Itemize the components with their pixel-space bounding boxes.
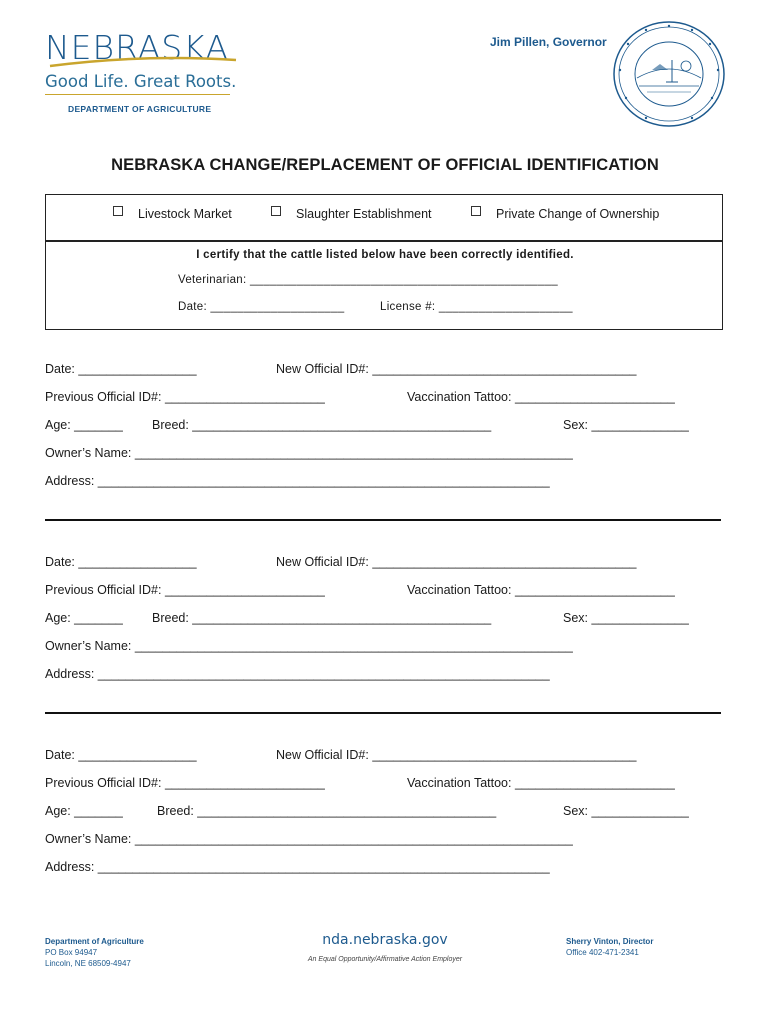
- slaughter-establishment-checkbox[interactable]: [271, 206, 281, 216]
- record-1-date-field[interactable]: Date: _________________: [45, 362, 197, 376]
- record-1-tattoo-field[interactable]: Vaccination Tattoo: _______________________: [407, 390, 675, 404]
- veterinarian-field[interactable]: Veterinarian: ______________________________________________: [178, 274, 558, 286]
- form-title: NEBRASKA CHANGE/REPLACEMENT OF OFFICIAL IDENTIFICATION: [111, 156, 659, 174]
- record-1-address-field[interactable]: Address: _________________________________________________________________: [45, 474, 550, 488]
- footer-city: Lincoln, NE 68509-4947: [45, 959, 131, 968]
- record-separator: [45, 712, 721, 714]
- record-1-breed-field[interactable]: Breed: ___________________________________________: [152, 418, 492, 432]
- certification-divider: [45, 240, 723, 242]
- record-3-age-field[interactable]: Age: _______: [45, 804, 123, 818]
- record-3-date-field[interactable]: Date: _________________: [45, 748, 197, 762]
- footer-po-box: PO Box 94947: [45, 948, 98, 957]
- livestock-market-checkbox[interactable]: [113, 206, 123, 216]
- private-change-ownership-checkbox[interactable]: [471, 206, 481, 216]
- slaughter-establishment-label: Slaughter Establishment: [296, 207, 432, 221]
- record-2-address-field[interactable]: Address: _________________________________________________________________: [45, 667, 550, 681]
- record-1-owner-field[interactable]: Owner’s Name: _______________________________________________________________: [45, 446, 573, 460]
- logo-divider: [45, 94, 230, 95]
- state-seal-icon: [612, 20, 726, 128]
- record-separator: [45, 519, 721, 521]
- footer-website-link[interactable]: nda.nebraska.gov: [322, 932, 448, 948]
- footer-equal-opportunity: An Equal Opportunity/Affirmative Action Employer: [307, 956, 463, 963]
- record-3-previous-id-field[interactable]: Previous Official ID#: _______________________: [45, 776, 325, 790]
- footer-center-block: [0, 932, 770, 963]
- record-2-new-id-field[interactable]: New Official ID#: ______________________________________: [276, 555, 637, 569]
- governor-name: Jim Pillen, Governor: [490, 35, 607, 49]
- record-1-previous-id-field[interactable]: Previous Official ID#: _______________________: [45, 390, 325, 404]
- footer-director-block: [566, 936, 653, 958]
- nebraska-logo-wordmark: NEBRASKA: [45, 28, 229, 67]
- record-1-age-field[interactable]: Age: _______: [45, 418, 123, 432]
- record-2-tattoo-field[interactable]: Vaccination Tattoo: _______________________: [407, 583, 675, 597]
- footer-office-phone: Office 402-471-2341: [566, 948, 639, 957]
- record-2-date-field[interactable]: Date: _________________: [45, 555, 197, 569]
- footer-director: Sherry Vinton, Director: [566, 937, 654, 946]
- record-2-sex-field[interactable]: Sex: ______________: [563, 611, 689, 625]
- footer-dept-heading: Department of Agriculture: [45, 937, 144, 946]
- record-3-new-id-field[interactable]: New Official ID#: ______________________________________: [276, 748, 637, 762]
- record-2-breed-field[interactable]: Breed: ___________________________________________: [152, 611, 492, 625]
- logo-tagline: Good Life. Great Roots.: [45, 72, 237, 91]
- record-3-owner-field[interactable]: Owner’s Name: _______________________________________________________________: [45, 832, 573, 846]
- certification-statement: I certify that the cattle listed below have been correctly identified.: [196, 249, 574, 261]
- livestock-market-label: Livestock Market: [138, 207, 232, 221]
- record-3-address-field[interactable]: Address: _________________________________________________________________: [45, 860, 550, 874]
- record-2-owner-field[interactable]: Owner’s Name: _______________________________________________________________: [45, 639, 573, 653]
- private-change-ownership-label: Private Change of Ownership: [496, 207, 660, 221]
- record-2-previous-id-field[interactable]: Previous Official ID#: _______________________: [45, 583, 325, 597]
- record-3-sex-field[interactable]: Sex: ______________: [563, 804, 689, 818]
- certification-date-field[interactable]: Date: ____________________: [178, 301, 345, 313]
- record-2-age-field[interactable]: Age: _______: [45, 611, 123, 625]
- record-1-sex-field[interactable]: Sex: ______________: [563, 418, 689, 432]
- record-3-tattoo-field[interactable]: Vaccination Tattoo: _______________________: [407, 776, 675, 790]
- logo-department: DEPARTMENT OF AGRICULTURE: [68, 104, 212, 114]
- license-field[interactable]: License #: ____________________: [380, 301, 573, 313]
- logo-swoosh-icon: [48, 52, 238, 70]
- record-3-breed-field[interactable]: Breed: ___________________________________________: [157, 804, 497, 818]
- record-1-new-id-field[interactable]: New Official ID#: ______________________________________: [276, 362, 637, 376]
